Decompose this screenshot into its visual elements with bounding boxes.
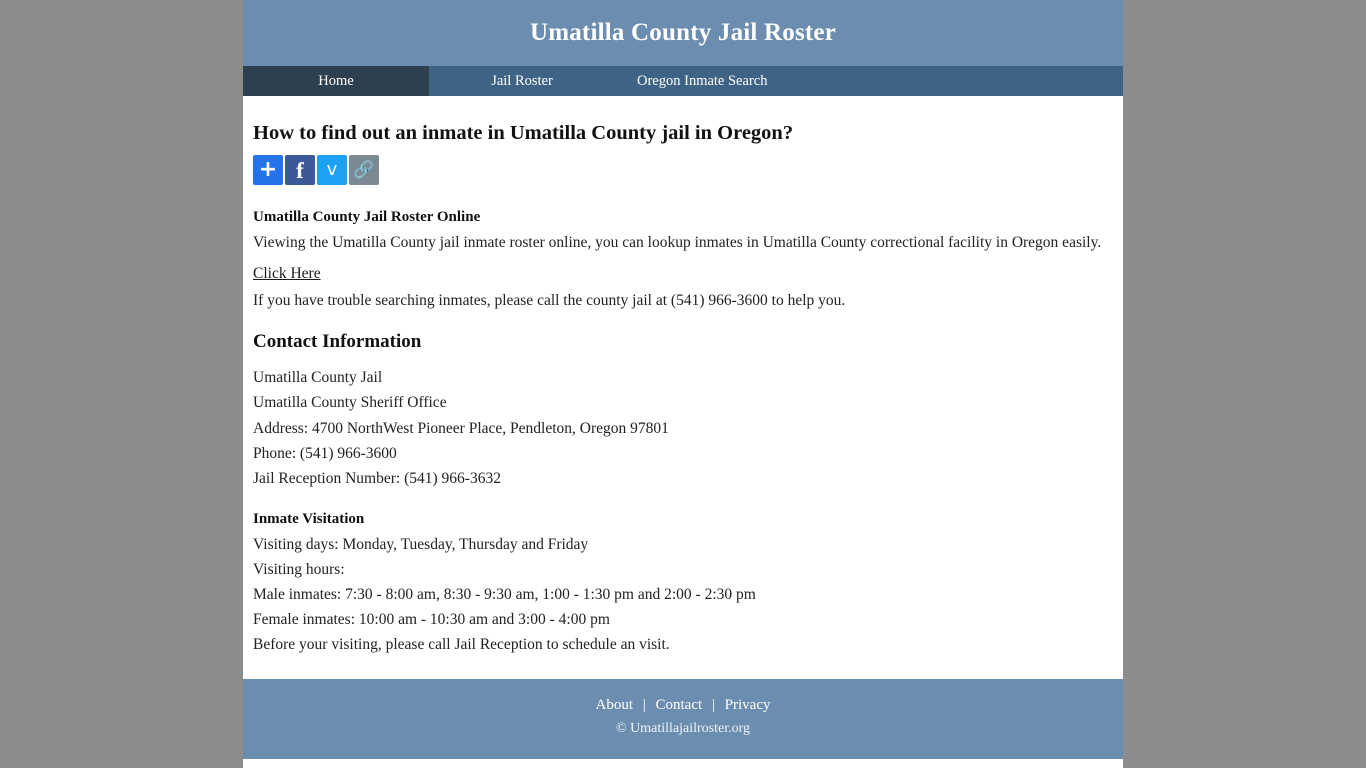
nav-item-oregon-inmate-search[interactable] [615, 66, 789, 96]
site-footer [243, 679, 1123, 759]
page-container [243, 0, 1123, 768]
contact-line: Jail Reception Number: (541) 966-3632 [253, 469, 501, 487]
visitation-line: Female inmates: 10:00 am - 10:30 am and 3:00 - 4:00 pm [253, 611, 610, 629]
page-title: Umatilla County Jail Roster [529, 19, 837, 46]
addthis-share-icon[interactable]: + [253, 155, 283, 185]
roster-online-heading: Umatilla County Jail Roster Online [253, 209, 481, 225]
article-title: How to find out an inmate in Umatilla County jail in Oregon? [253, 122, 794, 144]
footer-link-privacy[interactable]: Privacy [724, 697, 771, 714]
nav-item-jail-roster-label: Jail Roster [491, 72, 553, 89]
facebook-share-icon[interactable]: f [285, 155, 315, 185]
visitation-line: Male inmates: 7:30 - 8:00 am, 8:30 - 9:30 am, 1:00 - 1:30 pm and 2:00 - 2:30 pm [253, 586, 756, 604]
contact-line: Umatilla County Jail [253, 369, 383, 387]
nav-item-jail-roster[interactable] [429, 66, 615, 96]
visitation-line: Visiting hours: [253, 560, 345, 578]
roster-online-paragraph: Viewing the Umatilla County jail inmate roster online, you can lookup inmates in Umatilla County correctional facility in Oregon easily. [253, 234, 1102, 251]
footer-link-contact[interactable]: Contact [655, 697, 703, 714]
main-content [243, 96, 1123, 679]
site-header [243, 0, 1123, 66]
nav-item-oregon-inmate-search-label: Oregon Inmate Search [637, 72, 768, 89]
footer-link-about[interactable]: About [595, 697, 633, 714]
share-buttons [253, 155, 1113, 185]
footer-separator: | [711, 697, 715, 714]
click-here-link[interactable]: Click Here [253, 265, 321, 283]
footer-links [243, 697, 1123, 714]
contact-line: Address: 4700 NorthWest Pioneer Place, Pendleton, Oregon 97801 [253, 419, 669, 437]
nav-item-home-label: Home [318, 72, 354, 89]
inmate-visitation-heading: Inmate Visitation [253, 510, 365, 527]
contact-line: Phone: (541) 966-3600 [253, 444, 397, 462]
visitation-line: Before your visiting, please call Jail Reception to schedule an visit. [253, 636, 670, 654]
visitation-line: Visiting days: Monday, Tuesday, Thursday and Friday [253, 535, 589, 553]
nav-item-home[interactable] [243, 66, 429, 96]
twitter-share-icon[interactable]: ᴠ [317, 155, 347, 185]
visitation-section [253, 511, 1113, 658]
contact-line: Umatilla County Sheriff Office [253, 394, 447, 412]
copyright-text: © Umatillajailroster.org [615, 721, 751, 737]
copy-link-icon[interactable]: 🔗 [349, 155, 379, 185]
main-navigation [243, 66, 1123, 96]
contact-information-title: Contact Information [253, 331, 422, 353]
trouble-searching-text: If you have trouble searching inmates, please call the county jail at (541) 966-3600 to help you. [253, 292, 846, 310]
footer-separator: | [642, 697, 646, 714]
click-here-line [253, 261, 1113, 286]
